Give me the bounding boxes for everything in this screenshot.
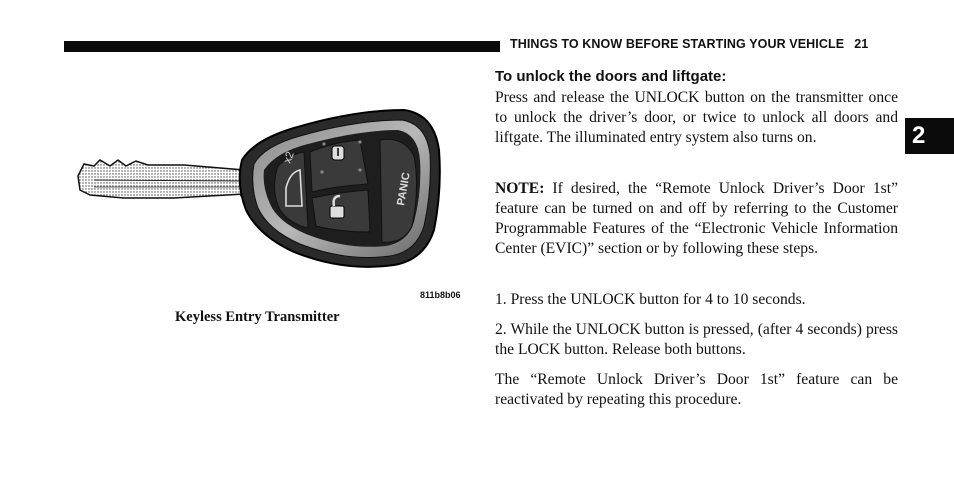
unlock-text: Press and release the UNLOCK button on the transmitter once to unlock the driver’s door, or twice to unlock all doors and liftgate. The illuminated entry system also turns on.: [495, 89, 898, 146]
running-header: [510, 37, 868, 51]
panic-button: [380, 139, 417, 242]
key-fob-drawing: [64, 80, 474, 295]
key-blade: [78, 160, 246, 200]
header-rule: [64, 41, 500, 52]
note-paragraph: [495, 179, 898, 259]
section-subheading: To unlock the doors and liftgate:: [495, 68, 727, 85]
step-two: [495, 320, 898, 360]
figure-code: 811b8b06: [420, 290, 461, 300]
note-text: If desired, the “Remote Unlock Driver’s Door 1st” feature can be turned on and off by referring to the Customer Programmable Features of the “Electronic Vehicle Information Center (EVIC)” section or by following these steps.: [495, 180, 898, 257]
key-fob-illustration: [64, 80, 474, 295]
step-one: [495, 290, 898, 310]
step-two-text: 2. While the UNLOCK button is pressed, (after 4 seconds) press the LOCK button. Release both buttons.: [495, 321, 898, 358]
header-title: THINGS TO KNOW BEFORE STARTING YOUR VEHICLE: [510, 37, 845, 51]
x2-label: x2: [281, 149, 297, 166]
panic-label: PANIC: [395, 171, 413, 207]
page-number: 21: [854, 37, 869, 51]
note-block: [495, 179, 898, 259]
chapter-tab: 2: [905, 118, 954, 154]
unlock-button: [312, 190, 370, 232]
closing-text: The “Remote Unlock Driver’s Door 1st” feature can be reactivated by repeating this procedure.: [495, 371, 898, 408]
step-one-text: 1. Press the UNLOCK button for 4 to 10 seconds.: [495, 291, 806, 308]
unlock-paragraph: [495, 88, 898, 148]
figure-caption: Keyless Entry Transmitter: [175, 309, 340, 325]
note-label: NOTE:: [495, 180, 545, 197]
closing-paragraph: [495, 370, 898, 410]
